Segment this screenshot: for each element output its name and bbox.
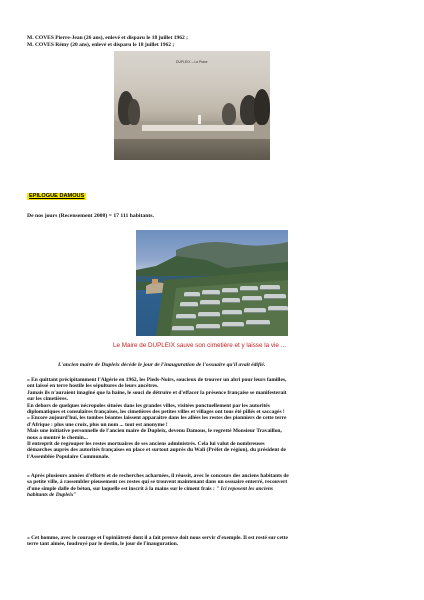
paragraph-1-line: d'Afrique : plus une croix, plus un nom ... tout est anonyme ! (27, 421, 168, 428)
ossuary-inscription: Ici reposent les anciens (220, 485, 274, 492)
victim-line-2: M. COVES Rémy (20 ans), enlevé et disparu le 18 juillet 1962 ; (27, 42, 175, 48)
paragraph-2-line: « Après plusieurs années d'efforts et de recherches acharnées, il réussit, avec le concours des anciens habitants de (27, 473, 289, 479)
paragraph-1-line: sur les cimetières. (27, 396, 69, 403)
paragraph-2-text: d'une simple dalle de béton, sur laquelle est inscrit à la mains sur le ciment frais : " (27, 485, 220, 492)
paragraph-1-line: Il entreprit de regrouper les restes mortuaires de ses anciens administrés. Cela lui valut de nombreuses (27, 441, 265, 448)
paragraph-3-line: terre tant aimée, foudroyé par le destin, le jour de l'inauguration. (27, 541, 179, 548)
paragraph-1-line: l'Assemblée Populaire Communale. (27, 453, 110, 460)
paragraph-2-line: sa petite ville, à rassembler pieusement ces restes qui se trouvent maintenant dans un ossuaire enterré, recouvert (27, 479, 288, 486)
victim-line-1: M. COVES Pierre-Jean (26 ans), enlevé et disparu le 18 juillet 1962 ; (27, 35, 188, 41)
population-line: De nos jours (Recensement 2008) = 17 111 habitants. (27, 213, 154, 219)
ossuary-inscription-end: habitants de Dupleix" (27, 492, 77, 499)
photo2-caption: Le Maire de DUPLEIX sauve son cimetière et y laisse la vie ... (113, 342, 286, 349)
paragraph-1-line: « En quittant précipitamment l'Algérie en 1962, les Pieds-Noirs, soucieux de trouver un abri pour leurs familles, (27, 377, 287, 383)
italic-note: L'ancien maire de Dupleix décède le jour de l'inauguration de l'ossuaire qu'il avait édifié. (58, 362, 266, 368)
dupleix-square-photo (114, 51, 270, 160)
photo1-caption: DUPLEIX – La Place (176, 60, 208, 64)
damous-bay-photo (136, 230, 288, 336)
paragraph-1-line: ont laissé en terre hostile les sépultures de leurs ancêtres. (27, 383, 159, 390)
paragraph-1-line: diplomatiques et consulaires françaises, les cimetières des petites villes et villages ont tous été pillés et saccagés ! (27, 409, 285, 416)
paragraph-1-line: démarches auprès des autorités françaises en place et surtout auprès du Wali (Préfet de région), du président de (27, 447, 286, 454)
paragraph-1-line: « Encore aujourd'hui, les tombes béantes laissent apparaître dans les allées les restes des pionniers de cette terre (27, 415, 287, 422)
paragraph-3 (27, 535, 407, 548)
paragraph-1-line: nous a montré le chemin... (27, 434, 88, 441)
paragraph-3-line: « Cet homme, avec le courage et l'opiniâtreté dont il a fait preuve doit nous servir d'exemple. Il est resté sur cette (27, 535, 288, 541)
paragraph-1-line: Jamais ils n'auraient imaginé que la haine, le souci de détruire et d'effacer la présence française se manifesterait (27, 389, 287, 396)
paragraph-1-line: Mais une initiative personnelle de l'ancien maire de Dupleix, devenu Damous, le regretté Monsieur Travaillon, (27, 428, 282, 435)
paragraph-2 (27, 473, 407, 499)
section-heading-epilogue: EPILOGUE DAMOUS (29, 193, 85, 199)
paragraph-1 (27, 377, 407, 460)
paragraph-1-line: En dehors de quelques nécropoles situées dans les grandes villes, visitées ponctuellement par les autorités (27, 402, 270, 409)
